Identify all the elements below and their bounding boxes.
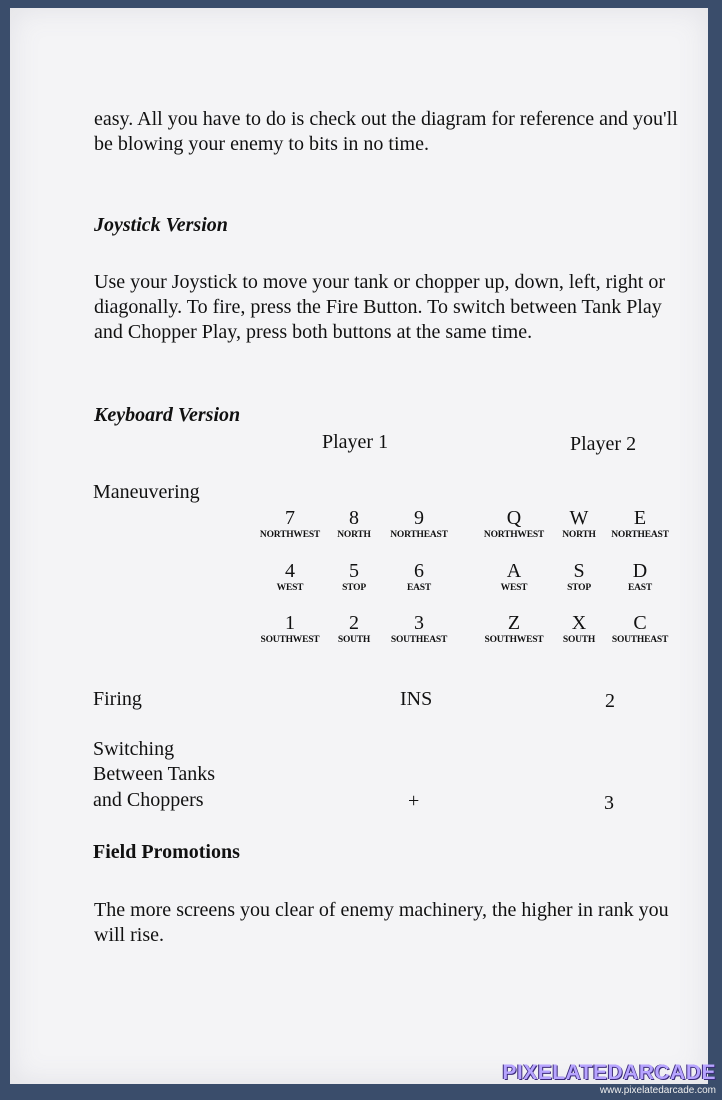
key-label: E (633, 507, 647, 529)
switching-player1-key: + (408, 790, 420, 812)
direction-label: NORTHEAST (611, 530, 669, 540)
key-label: 6 (414, 560, 424, 582)
player2-key-east (595, 560, 685, 594)
key-label: 2 (349, 612, 359, 634)
player2-key-southeast (595, 612, 685, 646)
joystick-paragraph: Use your Joystick to move your tank or chopper up, down, left, right or diagonally. To fire, press the Fire Button. To switch between Tank Play and Chopper Play, press both buttons at the same time. (94, 271, 666, 343)
player1-label: Player 1 (322, 431, 389, 453)
direction-label: WEST (276, 583, 304, 593)
intro-paragraph: easy. All you have to do is check out the diagram for reference and you'll be blowing your enemy to bits in no time. (94, 108, 678, 155)
direction-label: NORTH (337, 530, 371, 540)
direction-label: NORTHEAST (390, 530, 448, 540)
key-label: D (632, 560, 648, 582)
key-label: 4 (285, 560, 295, 582)
watermark-logo: PIXELATEDARCADE (502, 1061, 716, 1084)
direction-label: SOUTHWEST (484, 635, 544, 645)
firing-player2-key: 2 (605, 690, 615, 712)
switching-label-line3: and Choppers (93, 789, 204, 811)
direction-label: WEST (500, 583, 528, 593)
player2-label: Player 2 (570, 433, 637, 455)
key-label: Q (506, 507, 522, 529)
key-label: 1 (285, 612, 295, 634)
key-label: 5 (349, 560, 359, 582)
direction-label: SOUTHEAST (390, 635, 448, 645)
direction-label: NORTHWEST (259, 530, 321, 540)
direction-label: EAST (627, 583, 653, 593)
direction-label: SOUTH (337, 635, 371, 645)
direction-label: SOUTHWEST (260, 635, 320, 645)
direction-label: NORTH (562, 530, 596, 540)
switching-player2-key: 3 (604, 792, 614, 814)
field-promotions-heading: Field Promotions (93, 841, 240, 863)
key-label: X (571, 612, 587, 634)
switching-label-line2: Between Tanks (93, 763, 216, 785)
firing-player1-key: INS (400, 688, 433, 710)
key-label: A (506, 560, 522, 582)
direction-label: SOUTH (562, 635, 596, 645)
firing-label: Firing (93, 688, 142, 710)
player2-key-northeast (595, 507, 685, 541)
key-label: C (633, 612, 647, 634)
key-label: 9 (414, 507, 424, 529)
key-label: S (573, 560, 585, 582)
keyboard-heading: Keyboard Version (94, 404, 241, 426)
joystick-heading: Joystick Version (94, 214, 228, 236)
key-label: 7 (285, 507, 295, 529)
player1-key-southeast (374, 612, 464, 646)
watermark (502, 1061, 716, 1096)
player1-key-northeast (374, 507, 464, 541)
player1-key-east (374, 560, 464, 594)
switching-label-line1: Switching (93, 738, 175, 760)
key-label: 3 (414, 612, 424, 634)
direction-label: STOP (567, 583, 591, 593)
direction-label: SOUTHEAST (611, 635, 669, 645)
direction-label: EAST (406, 583, 432, 593)
key-label: W (569, 507, 589, 529)
promotions-paragraph: The more screens you clear of enemy machinery, the higher in rank you will rise. (94, 899, 669, 946)
key-label: 8 (349, 507, 359, 529)
direction-label: NORTHWEST (483, 530, 545, 540)
watermark-url: www.pixelatedarcade.com (599, 1085, 716, 1096)
direction-label: STOP (342, 583, 366, 593)
key-label: Z (507, 612, 521, 634)
maneuvering-label: Maneuvering (93, 481, 200, 503)
